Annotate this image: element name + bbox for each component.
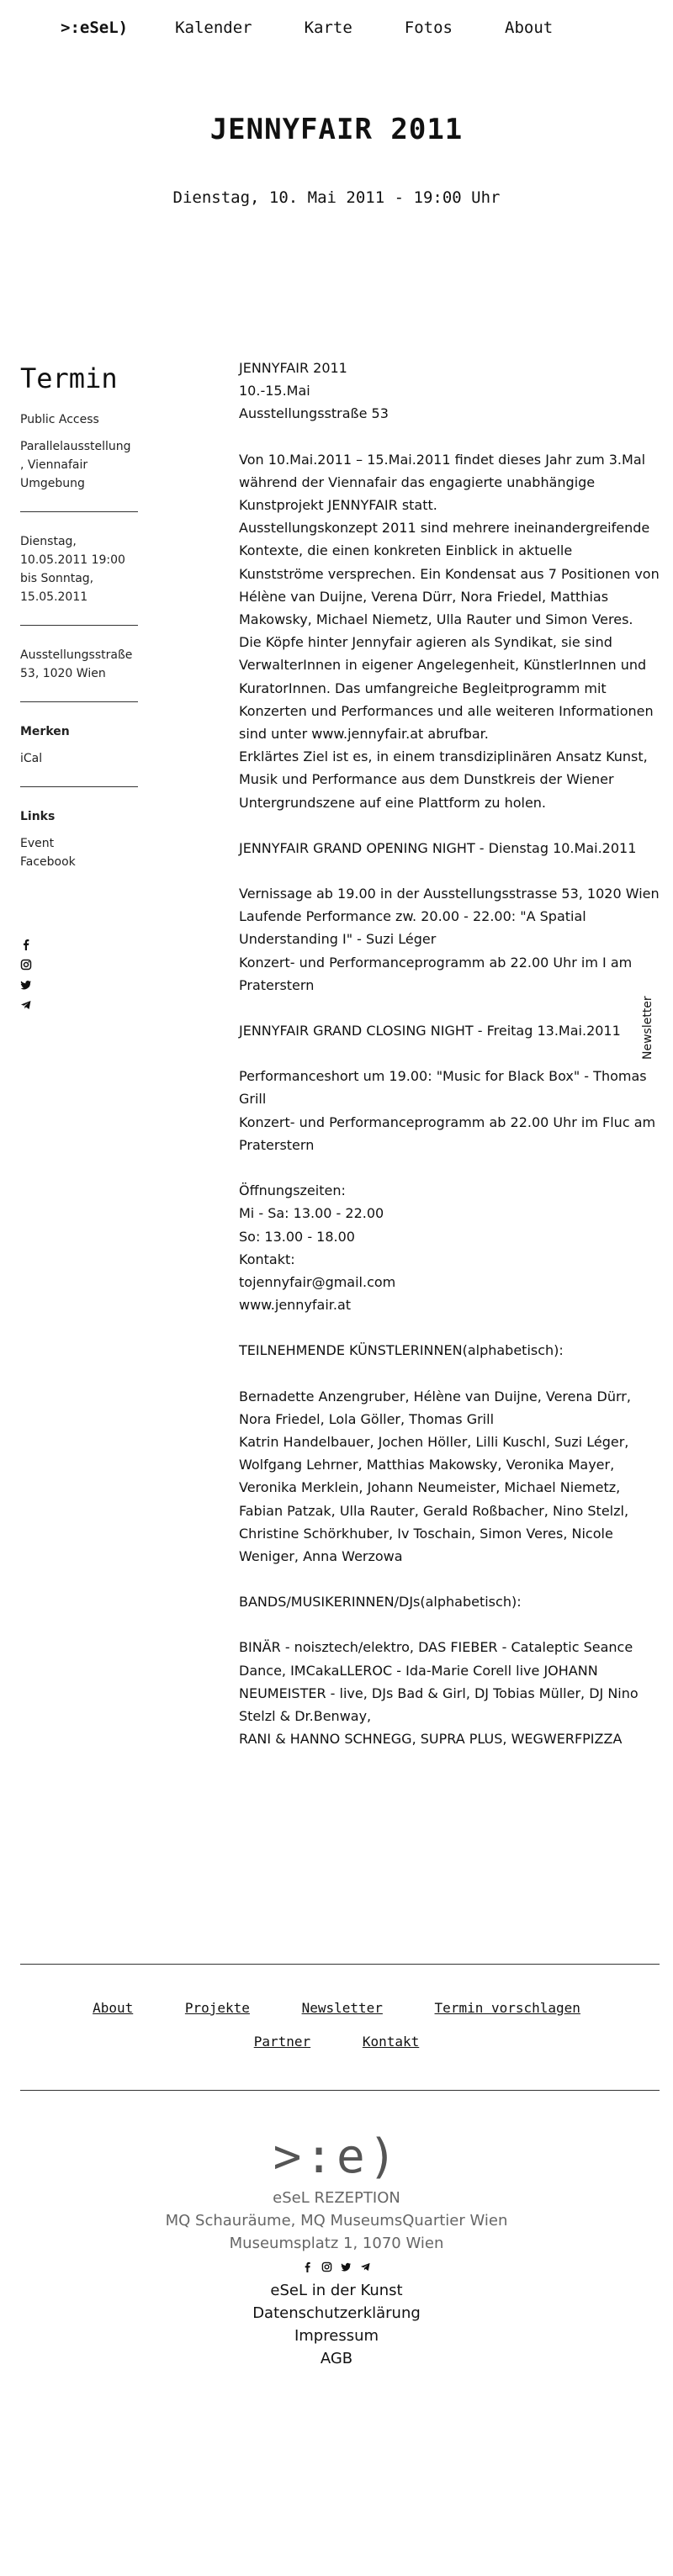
content-paragraph: JENNYFAIR GRAND OPENING NIGHT - Dienstag 10.Mai.2011 xyxy=(239,839,637,856)
sidebar-social-icons xyxy=(20,939,138,1014)
footer-address-line2: Museumsplatz 1, 1070 Wien xyxy=(229,2235,444,2252)
footer-link-esel-in-der-kunst[interactable]: eSeL in der Kunst xyxy=(270,2282,403,2299)
footer-link-datenschutz[interactable]: Datenschutzerklärung xyxy=(252,2304,421,2322)
content-paragraph: Vernissage ab 19.00 in der Ausstellungsstrasse 53, 1020 Wien Laufende Performance zw. 20.00 - 22.00: "A Spatial Understanding I" - Suzi Léger Konzert- und Performanceprogramm ab 22.00 Uhr im I am Praterstern xyxy=(239,886,660,993)
nav-link-about[interactable]: About xyxy=(505,19,554,37)
facebook-icon[interactable] xyxy=(20,939,34,954)
content-paragraph: Bernadette Anzengruber, Hélène van Duijne, Verena Dürr, Nora Friedel, Lola Göller, Thomas Grill Katrin Handelbauer, Jochen Höller, Lilli Kuschl, Suzi Léger, Wolfgang Lehrner, Matthias Makowsky, Veronika Mayer, Veronika Merklein, Johann Neumeister, Michael Niemetz, Fabian Patzak, Ulla Rauter, Gerald Roßbacher, Nino Stelzl, Christine Schörkhuber, Iv Toschain, Simon Veres, Nicole Weniger, Anna Werzowa xyxy=(239,1388,631,1564)
footer-link-about[interactable]: About xyxy=(93,2000,134,2016)
instagram-icon[interactable] xyxy=(321,2261,332,2276)
instagram-icon[interactable] xyxy=(20,959,34,974)
footer-link-projekte[interactable]: Projekte xyxy=(184,2000,250,2016)
event-category[interactable]: Public Access xyxy=(20,413,99,426)
footer-brand-name: eSeL REZEPTION xyxy=(273,2189,400,2207)
sidebar-divider xyxy=(20,786,138,787)
footer-link-partner[interactable]: Partner xyxy=(253,2034,311,2050)
nav-link-kalender[interactable]: Kalender xyxy=(175,19,252,37)
sidebar-divider xyxy=(20,625,138,626)
nav-link-fotos[interactable]: Fotos xyxy=(404,19,453,37)
event-dates: Dienstag, 10.05.2011 19:00 bis Sonntag, 15.05.2011 xyxy=(20,535,125,604)
content-paragraph: TEILNEHMENDE KÜNSTLERINNEN(alphabetisch): xyxy=(239,1342,564,1359)
telegram-icon[interactable] xyxy=(360,2261,371,2276)
footer-divider xyxy=(20,1964,660,1965)
footer-address-line1: MQ Schauräume, MQ MuseumsQuartier Wien xyxy=(165,2212,508,2230)
content-paragraph: BINÄR - noisztech/elektro, DAS FIEBER - Cataleptic Seance Dance, IMCakaLLEROC - Ida-Marie Corell live JOHANN NEUMEISTER - live, DJs Bad & Girl, DJ Tobias Müller, DJ Nino Stelzl & Dr.Benway, RANI & HANNO SCHNEGG, SUPRA PLUS, WEGWERFPIZZA xyxy=(239,1639,639,1748)
sidebar-divider xyxy=(20,701,138,702)
top-navigation xyxy=(61,19,605,37)
event-sidebar xyxy=(20,362,138,1014)
footer-brand xyxy=(0,2128,673,2370)
footer-divider xyxy=(20,2090,660,2091)
newsletter-tab-label: Newsletter xyxy=(641,996,654,1060)
footer-link-newsletter[interactable]: Newsletter xyxy=(301,2000,383,2016)
footer-link-termin-vorschlagen[interactable]: Termin vorschlagen xyxy=(434,2000,580,2016)
sidebar-heading: Termin xyxy=(20,362,118,394)
merken-heading: Merken xyxy=(20,725,70,738)
content-paragraph: Öffnungszeiten: Mi - Sa: 13.00 - 22.00 So: 13.00 - 18.00 Kontakt: tojennyfair@gmail.com www.jennyfair.at xyxy=(239,1182,396,1314)
nav-link-karte[interactable]: Karte xyxy=(304,19,352,37)
content-paragraph: JENNYFAIR GRAND CLOSING NIGHT - Freitag 13.Mai.2011 xyxy=(239,1023,621,1039)
sidebar-divider xyxy=(20,511,138,512)
footer-links xyxy=(0,1992,673,2059)
event-title: JENNYFAIR 2011 xyxy=(209,113,464,146)
site-logo[interactable]: >:eSeL) xyxy=(61,19,129,37)
twitter-icon[interactable] xyxy=(20,979,34,994)
footer-link-kontakt[interactable]: Kontakt xyxy=(362,2034,420,2050)
event-description xyxy=(239,357,660,1773)
facebook-icon[interactable] xyxy=(302,2261,313,2276)
footer-link-agb[interactable]: AGB xyxy=(320,2350,353,2367)
content-paragraph: BANDS/MUSIKERINNEN/DJs(alphabetisch): xyxy=(239,1594,522,1611)
telegram-icon[interactable] xyxy=(20,999,34,1014)
footer-link-impressum[interactable]: Impressum xyxy=(294,2327,379,2345)
twitter-icon[interactable] xyxy=(341,2261,352,2276)
content-paragraph: Performanceshort um 19.00: "Music for Black Box" - Thomas Grill Konzert- und Performanceprogramm ab 22.00 Uhr im Fluc am Praterstern xyxy=(239,1068,656,1153)
event-datetime: Dienstag, 10. Mai 2011 - 19:00 Uhr xyxy=(172,188,501,207)
ical-link[interactable]: iCal xyxy=(20,752,43,765)
event-address[interactable]: Ausstellungsstraße 53, 1020 Wien xyxy=(20,648,133,680)
links-heading: Links xyxy=(20,810,56,823)
footer-social-icons xyxy=(0,2261,673,2276)
newsletter-side-tab[interactable] xyxy=(641,891,658,1060)
content-paragraph: Von 10.Mai.2011 – 15.Mai.2011 findet dieses Jahr zum 3.Mal während der Viennafair das engagierte unabhängige Kunstprojekt JENNYFAIR statt. Ausstellungskonzept 2011 sind mehrere ineinandergreifende Kontexte, die einen konkreten Einblick in aktuelle Kunstströme versprechen. Ein Kondensat aus 7 Positionen von Hélène van Duijne, Verena Dürr, Nora Friedel, Matthias Makowsky, Michael Niemetz, Ulla Rauter und Simon Veres. Die Köpfe hinter Jennyfair agieren als Syndikat, sie sind VerwalterInnen in eigener Angelegenheit, KünstlerInnen und KuratorInnen. Das umfangreiche Begleitprogramm mit Konzerten und Performances und alle weiteren Informationen sind unter www.jennyfair.at abrufbar. Erklärtes Ziel ist es, in einem transdiziplinären Ansatz Kunst, Musik und Performance aus dem Dunstkreis der Wiener Untergrundszene auf eine Plattform zu holen. xyxy=(239,451,660,811)
content-paragraph: JENNYFAIR 2011 10.-15.Mai Ausstellungsstraße 53 xyxy=(239,360,389,422)
event-series[interactable]: Parallelausstellung , Viennafair Umgebung xyxy=(20,440,131,490)
footer-logo[interactable]: >:e) xyxy=(273,2129,400,2184)
event-facebook-link[interactable]: Event Facebook xyxy=(20,837,76,869)
